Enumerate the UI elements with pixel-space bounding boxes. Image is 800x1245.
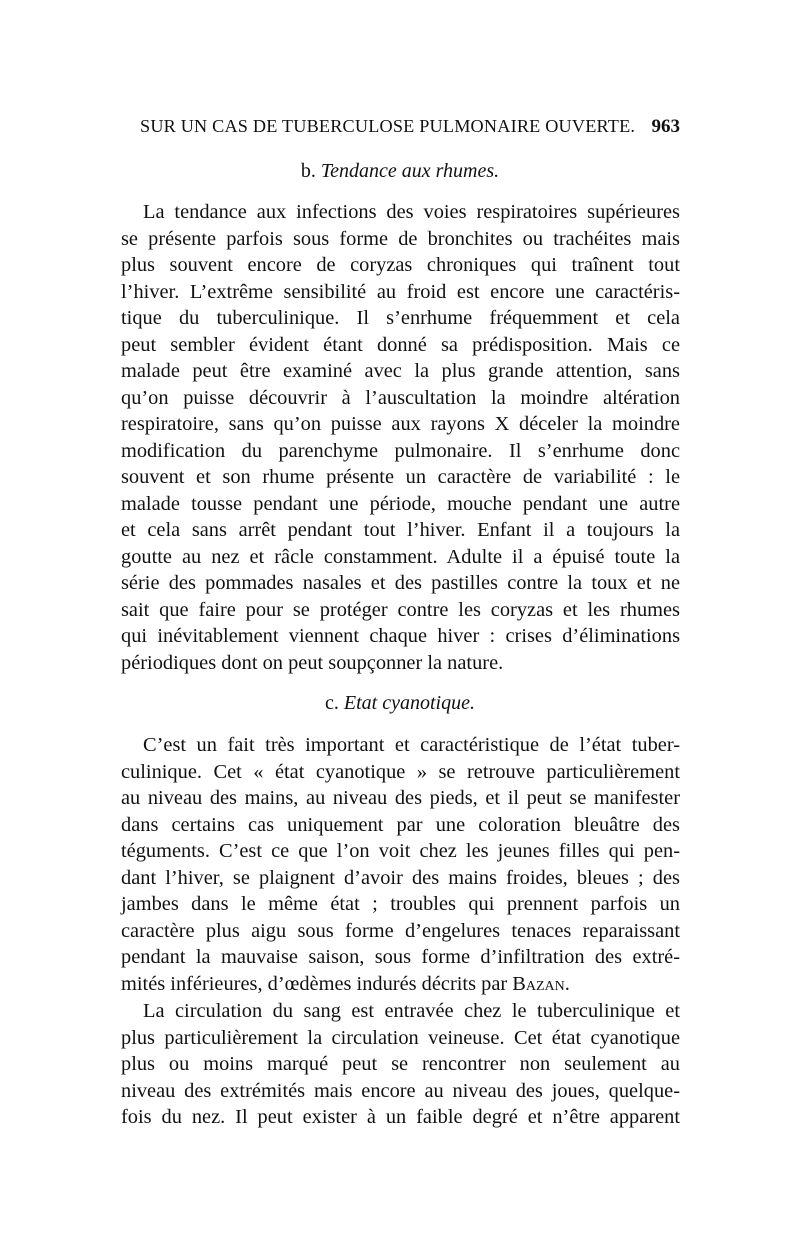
text-line	[121, 971, 680, 998]
text-line: plus particulièrement la circulation veineuse. Cet état cyanotique	[121, 1026, 680, 1049]
text-line: qui inévitablement viennent chaque hiver : crises d’éliminations	[121, 625, 680, 647]
text-line: au niveau des mains, au niveau des pieds, et il peut se manifester	[121, 787, 680, 809]
text-line: La tendance aux infections des voies respiratoires supérieures	[143, 201, 680, 223]
text-line: sait que faire pour se protéger contre les coryzas et les rhumes	[121, 598, 680, 621]
text-line: téguments. C’est ce que l’on voit chez les jeunes filles qui pen-	[121, 840, 680, 862]
running-header	[140, 116, 680, 138]
text-line: malade peut être examiné avec la plus grande attention, sans	[121, 360, 680, 382]
text-line: souvent et son rhume présente un caractère de variabilité : le	[121, 466, 680, 488]
text-line: caractère plus aigu sous forme d’engelures tenaces reparaissant	[121, 919, 680, 942]
section-title: Tendance aux rhumes.	[320, 160, 500, 182]
paragraph-tendance-rhumes	[121, 199, 680, 676]
section-letter: b.	[300, 160, 316, 182]
text-line: pendant la mauvaise saison, sous forme d’infiltration des extré-	[121, 946, 680, 968]
text-line: série des pommades nasales et des pastilles contre la toux et ne	[121, 572, 680, 594]
text-line: modification du parenchyme pulmonaire. Il s’enrhume donc	[121, 439, 680, 462]
text-line: se présente parfois sous forme de bronchites ou trachéites mais	[121, 227, 680, 250]
text-line: et cela sans arrêt pendant tout l’hiver. Enfant il a toujours la	[121, 519, 680, 541]
paragraph-circulation	[121, 998, 680, 1131]
text-line: plus ou moins marqué peut se rencontrer non seulement au	[121, 1053, 680, 1075]
text-line: C’est un fait très important et caractéristique de l’état tuber-	[143, 734, 680, 756]
running-title: SUR UN CAS DE TUBERCULOSE PULMONAIRE OUVERTE.	[140, 116, 636, 136]
text-line: fois du nez. Il peut exister à un faible degré et n’être apparent	[121, 1106, 680, 1128]
text-line: dans certains cas uniquement par une coloration bleuâtre des	[121, 813, 680, 836]
section-heading-c	[0, 692, 800, 715]
text-line: La circulation du sang est entravée chez le tuberculinique et	[143, 1000, 680, 1022]
text-line: périodiques dont on peut soupçonner la nature.	[121, 651, 504, 674]
section-title: Etat cyanotique.	[343, 692, 475, 714]
text-line: plus souvent encore de coryzas chroniques qui traînent tout	[121, 254, 680, 276]
text-fragment: .	[564, 972, 570, 995]
text-line: l’hiver. L’extrême sensibilité au froid est encore une caractéris-	[121, 280, 680, 303]
section-heading-b	[0, 160, 800, 183]
author-name: Bazan	[512, 972, 565, 995]
text-line: respiratoire, sans qu’on puisse aux rayons X déceler la moindre	[121, 413, 680, 435]
text-line: peut sembler évident étant donné sa prédisposition. Mais ce	[121, 333, 680, 356]
text-fragment: mités inférieures, d’œdèmes indurés décrits par	[121, 972, 513, 995]
text-line: dant l’hiver, se plaignent d’avoir des mains froides, bleues ; des	[121, 866, 680, 889]
page-number: 963	[651, 116, 680, 137]
text-line: goutte au nez et râcle constamment. Adulte il a épuisé toute la	[121, 545, 680, 568]
text-line: tique du tuberculinique. Il s’enrhume fréquemment et cela	[121, 307, 680, 329]
text-line: niveau des extrémités mais encore au niveau des joues, quelque-	[121, 1079, 680, 1102]
text-line: malade tousse pendant une période, mouche pendant une autre	[121, 492, 680, 515]
text-line: qu’on puisse découvrir à l’auscultation la moindre altération	[121, 386, 680, 409]
text-line: culinique. Cet « état cyanotique » se retrouve particulièrement	[121, 760, 680, 783]
paragraph-etat-cyanotique	[121, 732, 680, 997]
section-letter: c.	[325, 692, 339, 714]
text-line: jambes dans le même état ; troubles qui prennent parfois un	[121, 893, 680, 915]
